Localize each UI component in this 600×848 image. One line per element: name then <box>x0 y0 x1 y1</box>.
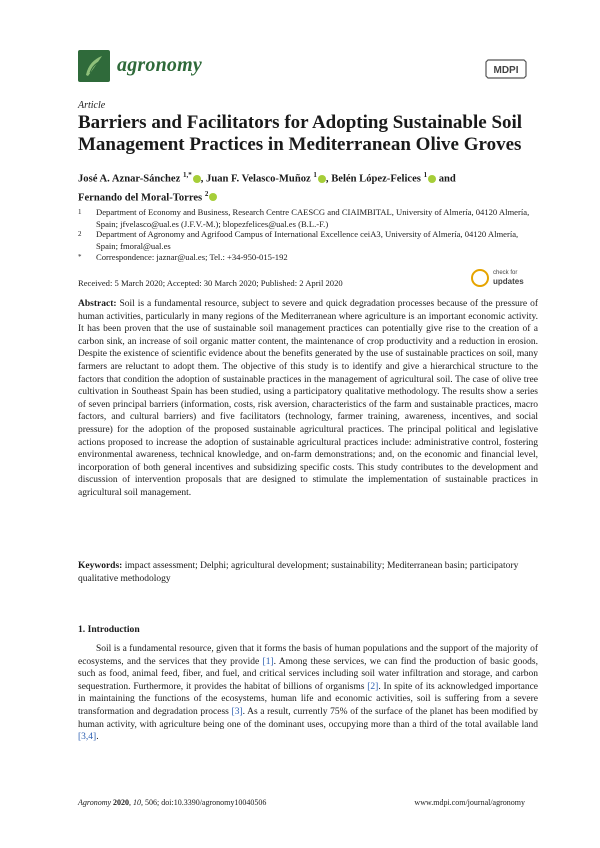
orcid-icon[interactable] <box>193 175 201 183</box>
article-title: Barriers and Facilitators for Adopting Sustainable Soil Management Practices in Mediterranean Olive Groves <box>78 112 523 155</box>
author-sep: , <box>325 173 329 185</box>
footer-doi[interactable]: , 506; doi:10.3390/agronomy10040506 <box>141 798 267 807</box>
orcid-icon[interactable] <box>428 175 436 183</box>
citation-link[interactable]: [2] <box>367 681 379 692</box>
keywords <box>78 560 538 585</box>
citation-link[interactable]: [3,4] <box>78 732 97 743</box>
author-sup: 1,* <box>182 171 192 179</box>
author-name[interactable]: Fernando del Moral-Torres <box>78 192 203 204</box>
citation-link[interactable]: [1] <box>262 656 274 667</box>
mdpi-logo[interactable] <box>484 58 528 85</box>
keywords-text: impact assessment; Delphi; agricultural development; sustainability; Mediterranean basin; participatory qualitative methodology <box>78 561 519 584</box>
footer-journal: Agronomy <box>78 798 112 807</box>
publication-dates: Received: 5 March 2020; Accepted: 30 March 2020; Published: 2 April 2020 <box>78 278 343 288</box>
orcid-icon[interactable] <box>318 175 326 183</box>
footer-url[interactable]: www.mdpi.com/journal/agronomy <box>414 798 525 807</box>
affiliation-text: Department of Economy and Business, Research Centre CAESCG and CIAIMBITAL, University of Almería, 04120 Almería, Spain; jfvelasco@ual.es (J.F.V.-M.); blopezfelices@ual.es (B.L.-F.) <box>96 207 530 229</box>
footer-volume: 10 <box>133 798 142 807</box>
affiliation-text: Department of Agronomy and Agrifood Campus of International Excellence ceiA3, University of Almería, 04120 Almería, Spain; fmoral@ual.es <box>96 229 519 251</box>
check-updates-line1: check for <box>493 270 518 276</box>
journal-logo-icon <box>78 50 110 82</box>
affiliation-number: 1 <box>78 208 82 216</box>
orcid-icon[interactable] <box>209 193 217 201</box>
author-name[interactable]: José A. Aznar-Sánchez <box>78 173 181 185</box>
article-type: Article <box>78 100 106 111</box>
section-heading: 1. Introduction <box>78 624 140 635</box>
author-name[interactable]: Juan F. Velasco-Muñoz <box>206 173 311 185</box>
check-updates-line2: updates <box>493 277 524 286</box>
author-sup: 1 <box>313 171 317 179</box>
intro-text: . Among these services, we can find the production of basic goods, such as food, animal feed, fiber, and fuel, and critical services including soil water infiltration and storage, and carbon sequestration. Furthermore, it provides the habitat of billions of organisms <box>78 656 538 692</box>
intro-text: Soil is a fundamental resource, given that it forms the basis of human populations and the support of the majority of ecosystems, and the services that they provide <box>78 644 538 667</box>
footer-year: 2020 <box>113 798 130 807</box>
check-for-updates-button[interactable] <box>471 267 529 289</box>
author-sep: and <box>438 173 456 185</box>
affiliation-number: 2 <box>78 230 82 238</box>
citation-link[interactable]: [3] <box>231 706 243 717</box>
intro-text: . As a result, currently 75% of the surface of the planet has been modified by human activity, with agriculture being one of the dominant uses, occupying more than a third of the total available land <box>78 706 538 730</box>
mdpi-text: MDPI <box>493 65 519 76</box>
affiliation-number: * <box>78 253 82 261</box>
author-sup: 1 <box>423 171 428 179</box>
author-list <box>78 168 538 205</box>
author-sep: , <box>200 173 204 185</box>
check-updates-icon <box>471 269 489 287</box>
author-sup: 2 <box>204 189 209 198</box>
author-name[interactable]: Belén López-Felices <box>331 173 421 185</box>
intro-text: . <box>96 732 99 743</box>
journal-name[interactable]: agronomy <box>117 54 202 76</box>
intro-text: . In spite of its acknowledged importance in maintaining the functions of the ecosystems, human life and economic activities, soil is suffering from a severe transformation and degradation process <box>78 681 539 717</box>
intro-paragraph <box>78 643 538 744</box>
abstract <box>78 298 538 500</box>
footer-citation: Agronomy 2020, 10, 506; doi:10.3390/agronomy10040506 <box>78 798 267 807</box>
keywords-label: Keywords: <box>78 561 123 571</box>
correspondence-text: Correspondence: jaznar@ual.es; Tel.: +34-950-015-192 <box>96 252 288 262</box>
abstract-label: Abstract: <box>78 299 117 309</box>
abstract-text: Soil is a fundamental resource, subject to severe and quick degradation processes because of the pressure of human activities, particularly in many regions of the Mediterranean where agriculture is an important economic activity. It has been proven that the use of sustainable soil management practices can potentially give rise to the creation of a carbon sink, an increase of soil organic matter content, the maintenance of crop productivity and a reduction in erosion. Despite the existence of scientific evidence about the benefits generated by the use of sustainable practices on soil, many farmers are reluctant to adopt them. The objective of this study is to identify and give a hierarchical structure to the factors that condition the adoption of sustainable practices in the management of agricultural soil. The case of olive tree cultivation in Southeast Spain has been studied, using a participatory qualitative methodology. The results show a series of seven principal barriers (information, costs, risk aversion, characteristics of the farm and sustainable practices, macro factors, and cultural barriers) and five facilitators (technology, farmer training, awareness, incentives, and social pressure) for the adoption of the proposed sustainable agricultural practices. The principal political and legislative actions proposed to increase the adoption of sustainable agricultural practices include: administrative control, fostering environmental awareness, technical knowledge, and on-farm demonstrations; and, on the economic and financial level, incorporation of both general incentives and subsidizing specific costs. This study contributes to the development and discussion of intervention proposals that are designed to stimulate the implementation of sustainable practices in agricultural soil management. <box>78 299 538 498</box>
